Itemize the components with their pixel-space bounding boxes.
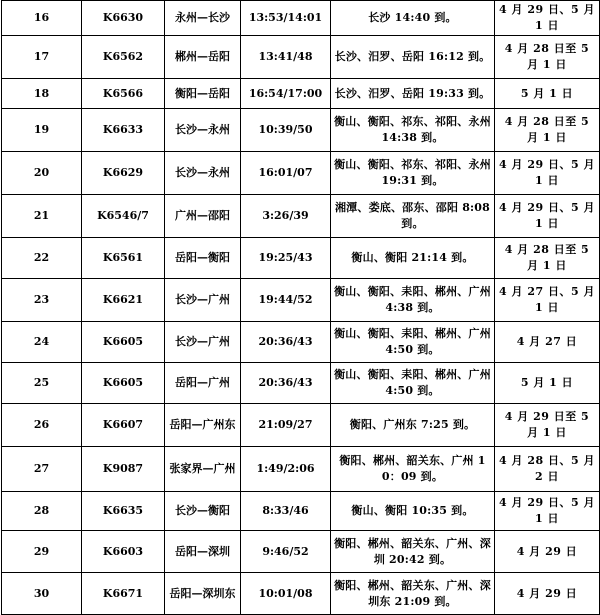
train-number-cell: K6630 [82,1,165,36]
row-number-cell: 23 [2,279,82,322]
table-row [2,279,600,322]
operating-dates-cell: 4 月 27 日、5 月 1 日 [495,279,600,322]
row-number-cell: 27 [2,447,82,492]
route-cell: 岳阳—广州 [165,363,241,404]
route-cell: 岳阳—衡阳 [165,238,241,279]
route-cell: 长沙—永州 [165,109,241,152]
route-cell: 永州—长沙 [165,1,241,36]
train-number-cell: K9087 [82,447,165,492]
row-number-cell: 26 [2,404,82,447]
operating-dates-cell: 4 月 29 日 [495,573,600,615]
train-number-cell: K6605 [82,363,165,404]
stops-cell: 衡山、衡阳、耒阳、郴州、广州 4:50 到。 [331,363,495,404]
table-row [2,152,600,195]
row-number-cell: 17 [2,36,82,79]
departure-time-cell: 1:49/2:06 [241,447,331,492]
stops-cell: 衡山、衡阳、耒阳、郴州、广州 4:38 到。 [331,279,495,322]
table-row [2,404,600,447]
table-row [2,36,600,79]
train-number-cell: K6621 [82,279,165,322]
operating-dates-cell: 4 月 27 日 [495,322,600,363]
departure-time-cell: 10:01/08 [241,573,331,615]
route-cell: 长沙—衡阳 [165,492,241,531]
row-number-cell: 24 [2,322,82,363]
operating-dates-cell: 4 月 29 日、5 月 1 日 [495,492,600,531]
table-row [2,238,600,279]
table-row [2,531,600,573]
departure-time-cell: 19:44/52 [241,279,331,322]
route-cell: 岳阳—广州东 [165,404,241,447]
operating-dates-cell: 4 月 29 日、5 月 1 日 [495,195,600,238]
route-cell: 岳阳—深圳 [165,531,241,573]
stops-cell: 衡阳、郴州、韶关东、广州、深圳 20:42 到。 [331,531,495,573]
train-number-cell: K6566 [82,79,165,109]
table-row [2,195,600,238]
train-number-cell: K6671 [82,573,165,615]
stops-cell: 衡山、衡阳、耒阳、郴州、广州 4:50 到。 [331,322,495,363]
table-row [2,363,600,404]
table-row [2,447,600,492]
departure-time-cell: 21:09/27 [241,404,331,447]
departure-time-cell: 8:33/46 [241,492,331,531]
stops-cell: 衡阳、郴州、韶关东、广州 10：09 到。 [331,447,495,492]
train-number-cell: K6629 [82,152,165,195]
train-number-cell: K6562 [82,36,165,79]
table-row [2,573,600,615]
train-number-cell: K6546/7 [82,195,165,238]
row-number-cell: 30 [2,573,82,615]
departure-time-cell: 19:25/43 [241,238,331,279]
route-cell: 广州—邵阳 [165,195,241,238]
row-number-cell: 20 [2,152,82,195]
row-number-cell: 16 [2,1,82,36]
departure-time-cell: 3:26/39 [241,195,331,238]
operating-dates-cell: 5 月 1 日 [495,79,600,109]
row-number-cell: 22 [2,238,82,279]
stops-cell: 衡山、衡阳、祁东、祁阳、永州 19:31 到。 [331,152,495,195]
train-schedule-table [1,0,600,615]
operating-dates-cell: 4 月 28 日、5 月 2 日 [495,447,600,492]
row-number-cell: 18 [2,79,82,109]
operating-dates-cell: 4 月 29 日、5 月 1 日 [495,152,600,195]
table-row [2,492,600,531]
row-number-cell: 29 [2,531,82,573]
train-number-cell: K6561 [82,238,165,279]
table-row [2,79,600,109]
departure-time-cell: 10:39/50 [241,109,331,152]
table-body [2,1,600,615]
stops-cell: 长沙、汨罗、岳阳 19:33 到。 [331,79,495,109]
route-cell: 长沙—永州 [165,152,241,195]
route-cell: 张家界—广州 [165,447,241,492]
departure-time-cell: 13:41/48 [241,36,331,79]
route-cell: 岳阳—深圳东 [165,573,241,615]
train-number-cell: K6603 [82,531,165,573]
operating-dates-cell: 4 月 29 日至 5 月 1 日 [495,404,600,447]
row-number-cell: 21 [2,195,82,238]
row-number-cell: 19 [2,109,82,152]
train-number-cell: K6635 [82,492,165,531]
operating-dates-cell: 5 月 1 日 [495,363,600,404]
train-number-cell: K6633 [82,109,165,152]
operating-dates-cell: 4 月 28 日至 5 月 1 日 [495,238,600,279]
train-number-cell: K6607 [82,404,165,447]
departure-time-cell: 20:36/43 [241,363,331,404]
departure-time-cell: 16:01/07 [241,152,331,195]
operating-dates-cell: 4 月 28 日至 5 月 1 日 [495,109,600,152]
route-cell: 长沙—广州 [165,322,241,363]
stops-cell: 长沙 14:40 到。 [331,1,495,36]
departure-time-cell: 9:46/52 [241,531,331,573]
departure-time-cell: 20:36/43 [241,322,331,363]
stops-cell: 衡阳、郴州、韶关东、广州、深圳东 21:09 到。 [331,573,495,615]
row-number-cell: 25 [2,363,82,404]
stops-cell: 衡山、衡阳 21:14 到。 [331,238,495,279]
route-cell: 长沙—广州 [165,279,241,322]
operating-dates-cell: 4 月 29 日、5 月 1 日 [495,1,600,36]
stops-cell: 衡山、衡阳 10:35 到。 [331,492,495,531]
train-number-cell: K6605 [82,322,165,363]
table-row [2,109,600,152]
row-number-cell: 28 [2,492,82,531]
route-cell: 衡阳—岳阳 [165,79,241,109]
operating-dates-cell: 4 月 29 日 [495,531,600,573]
departure-time-cell: 16:54/17:00 [241,79,331,109]
departure-time-cell: 13:53/14:01 [241,1,331,36]
stops-cell: 衡阳、广州东 7:25 到。 [331,404,495,447]
route-cell: 郴州—岳阳 [165,36,241,79]
stops-cell: 衡山、衡阳、祁东、祁阳、永州 14:38 到。 [331,109,495,152]
operating-dates-cell: 4 月 28 日至 5 月 1 日 [495,36,600,79]
table-row [2,1,600,36]
stops-cell: 湘潭、娄底、邵东、邵阳 8:08 到。 [331,195,495,238]
table-row [2,322,600,363]
stops-cell: 长沙、汨罗、岳阳 16:12 到。 [331,36,495,79]
